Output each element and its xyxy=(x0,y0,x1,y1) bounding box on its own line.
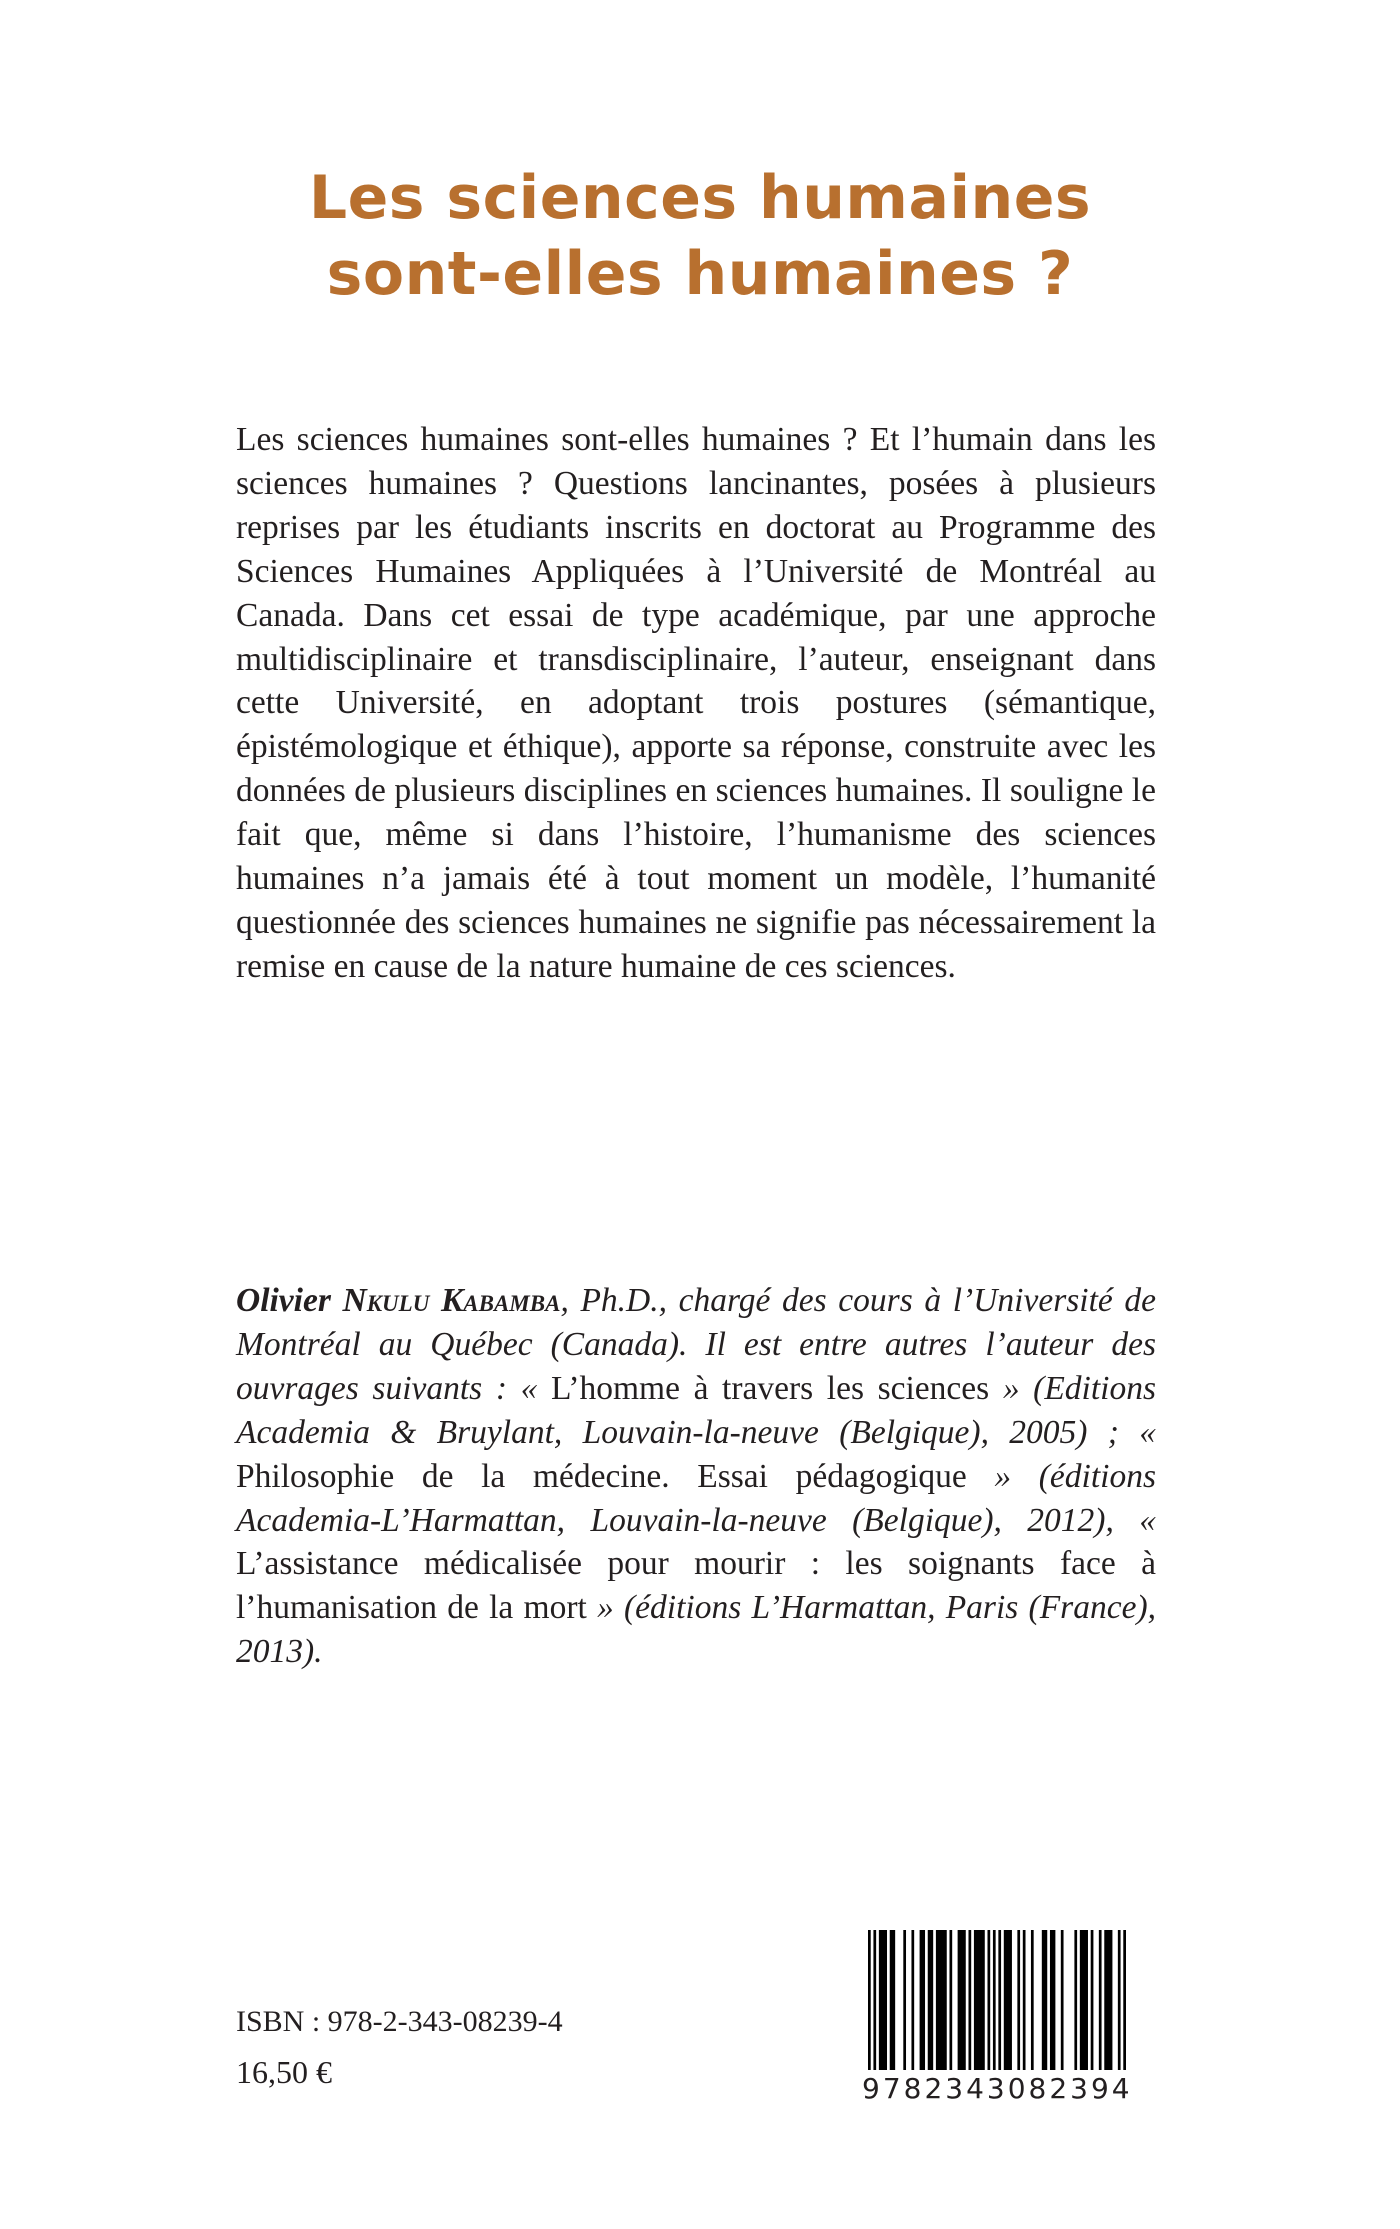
book-title xyxy=(240,160,1160,312)
barcode-bar-10 xyxy=(958,1930,966,2070)
barcode-bar-9 xyxy=(949,1930,952,2070)
barcode-bar-2 xyxy=(879,1930,887,2070)
barcode-bar-14 xyxy=(993,1930,996,2070)
author-bio xyxy=(236,1279,1156,1674)
book-blurb: Les sciences humaines sont-elles humaines ? Et l’humain dans les sciences humaines ? Questions lancinantes, posées à plusieurs reprises par les étudiants inscrits en doctorat au Programme des Sciences Humaines Appliquées à l’Université de Montréal au Canada. Dans cet essai de type académique, par une approche multidisciplinaire et transdisciplinaire, l’auteur, enseignant dans cette Université, en adoptant trois postures (sémantique, épistémologique et éthique), apporte sa réponse, construite avec les données de plusieurs disciplines en sciences humaines. Il souligne le fait que, même si dans l’histoire, l’humanisme des sciences humaines n’a jamais été à tout moment un modèle, l’humanité questionnée des sciences humaines ne signifie pas nécessairement la remise en cause de la nature humaine de ces sciences. xyxy=(236,421,1156,985)
barcode-bar-21 xyxy=(1050,1930,1055,2070)
barcode-bar-20 xyxy=(1042,1930,1047,2070)
barcode-bar-12 xyxy=(974,1930,985,2070)
author-first-name: Olivier xyxy=(236,1282,331,1319)
book-title-line-1: Les sciences humaines xyxy=(308,163,1092,233)
barcode-bar-4 xyxy=(903,1930,906,2070)
barcode xyxy=(862,1926,1132,2110)
barcode-bar-13 xyxy=(987,1930,990,2070)
publisher-reference-3: » (éditions L’Harmattan, Paris (France), 2013). xyxy=(236,1589,1156,1671)
publisher-reference-1: » (Editions Academia & Bruylant, Louvain-la-neuve (Belgique), 2005) ; « xyxy=(236,1369,1156,1451)
author-last-name: Nkulu Kabamba xyxy=(342,1282,561,1319)
barcode-bar-23 xyxy=(1074,1930,1077,2070)
barcode-bar-3 xyxy=(890,1930,895,2070)
book-reference-3: L’assistance médicalisée pour mourir : les soignants face à l’humanisation de la mort xyxy=(236,1545,1156,1627)
barcode-bar-8 xyxy=(936,1930,947,2070)
barcode-bars xyxy=(868,1930,1126,2070)
barcode-bar-1 xyxy=(873,1930,876,2070)
barcode-digits: 9782343082394 xyxy=(862,2072,1133,2105)
book-reference-2: Philosophie de la médecine. Essai pédagogique xyxy=(236,1457,967,1495)
barcode-bar-25 xyxy=(1091,1930,1094,2070)
barcode-bar-11 xyxy=(968,1930,971,2070)
barcode-bar-18 xyxy=(1023,1930,1026,2070)
author-bio-intro: , Ph.D., chargé des cours à l’Université de Montréal au Québec (Canada). Il est entre autres l’auteur des ouvrages suivants : « xyxy=(236,1282,1156,1407)
barcode-bar-28 xyxy=(1118,1930,1121,2070)
isbn-label: ISBN : 978-2-343-08239-4 xyxy=(236,2005,563,2038)
barcode-bar-17 xyxy=(1017,1930,1020,2070)
barcode-bar-5 xyxy=(911,1930,914,2070)
barcode-bar-0 xyxy=(868,1930,871,2070)
barcode-bar-26 xyxy=(1099,1930,1102,2070)
barcode-bar-24 xyxy=(1080,1930,1088,2070)
barcode-bar-22 xyxy=(1061,1930,1064,2070)
price-label: 16,50 € xyxy=(236,2054,332,2090)
barcode-bar-27 xyxy=(1104,1930,1112,2070)
book-reference-1: L’homme à travers les sciences xyxy=(550,1369,990,1407)
barcode-bar-16 xyxy=(1004,1930,1012,2070)
barcode-bar-29 xyxy=(1123,1930,1126,2070)
publisher-reference-2: » (éditions Academia-L’Harmattan, Louvain-la-neuve (Belgique), 2012), « xyxy=(236,1457,1156,1539)
barcode-bar-19 xyxy=(1031,1930,1034,2070)
barcode-bar-6 xyxy=(920,1930,925,2070)
barcode-bar-7 xyxy=(928,1930,933,2070)
author-name xyxy=(236,1282,560,1319)
barcode-bar-15 xyxy=(998,1930,1001,2070)
book-title-line-2: sont-elles humaines ? xyxy=(326,239,1074,309)
